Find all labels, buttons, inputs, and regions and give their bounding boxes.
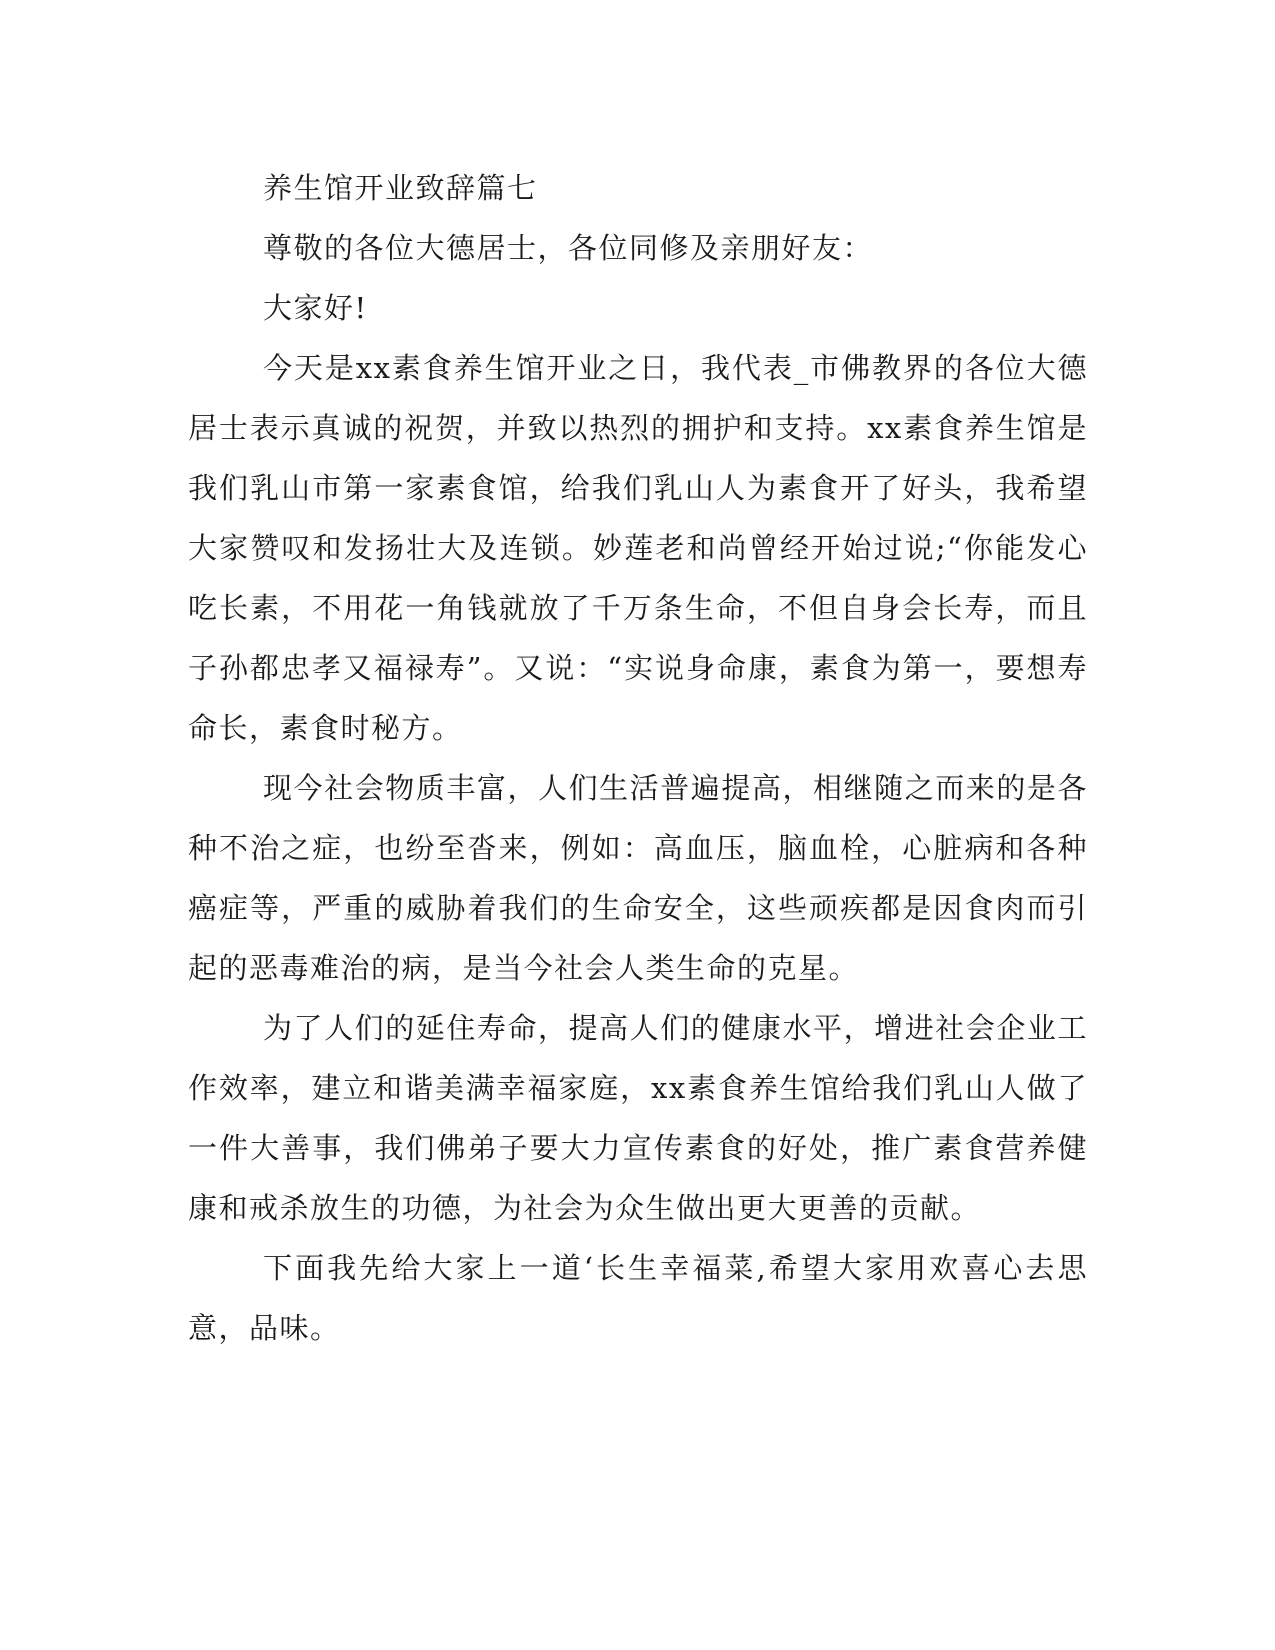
- paragraph: 下面我先给大家上一道‘长生幸福菜,希望大家用欢喜心去思意，品味。: [188, 1251, 1088, 1345]
- paragraph: 为了人们的延住寿命，提高人们的健康水平，增进社会企业工作效率，建立和谐美满幸福家庭，xx素食养生馆给我们乳山人做了一件大善事，我们佛弟子要大力宣传素食的好处，推广素食营养健康和戒杀放生的功德，为社会为众生做出更大更善的贡献。: [188, 1011, 1088, 1225]
- document-title: 养生馆开业致辞篇七: [263, 171, 538, 205]
- salutation: 尊敬的各位大德居士，各位同修及亲朋好友：: [263, 231, 874, 265]
- paragraph: 现今社会物质丰富，人们生活普遍提高，相继随之而来的是各种不治之症，也纷至沓来，例如：高血压，脑血栓，心脏病和各种癌症等，严重的威胁着我们的生命安全，这些顽疾都是因食肉而引起的恶毒难治的病，是当今社会人类生命的克星。: [188, 771, 1088, 985]
- greeting: 大家好!: [263, 291, 368, 325]
- document-body: [188, 158, 1088, 1358]
- paragraph: 今天是xx素食养生馆开业之日，我代表_市佛教界的各位大德居士表示真诚的祝贺，并致以热烈的拥护和支持。xx素食养生馆是我们乳山市第一家素食馆，给我们乳山人为素食开了好头，我希望大家赞叹和发扬壮大及连锁。妙莲老和尚曾经开始过说;“你能发心吃长素，不用花一角钱就放了千万条生命，不但自身会长寿，而且子孙都忠孝又福禄寿”。又说：“实说身命康，素食为第一，要想寿命长，素食时秘方。: [188, 351, 1088, 745]
